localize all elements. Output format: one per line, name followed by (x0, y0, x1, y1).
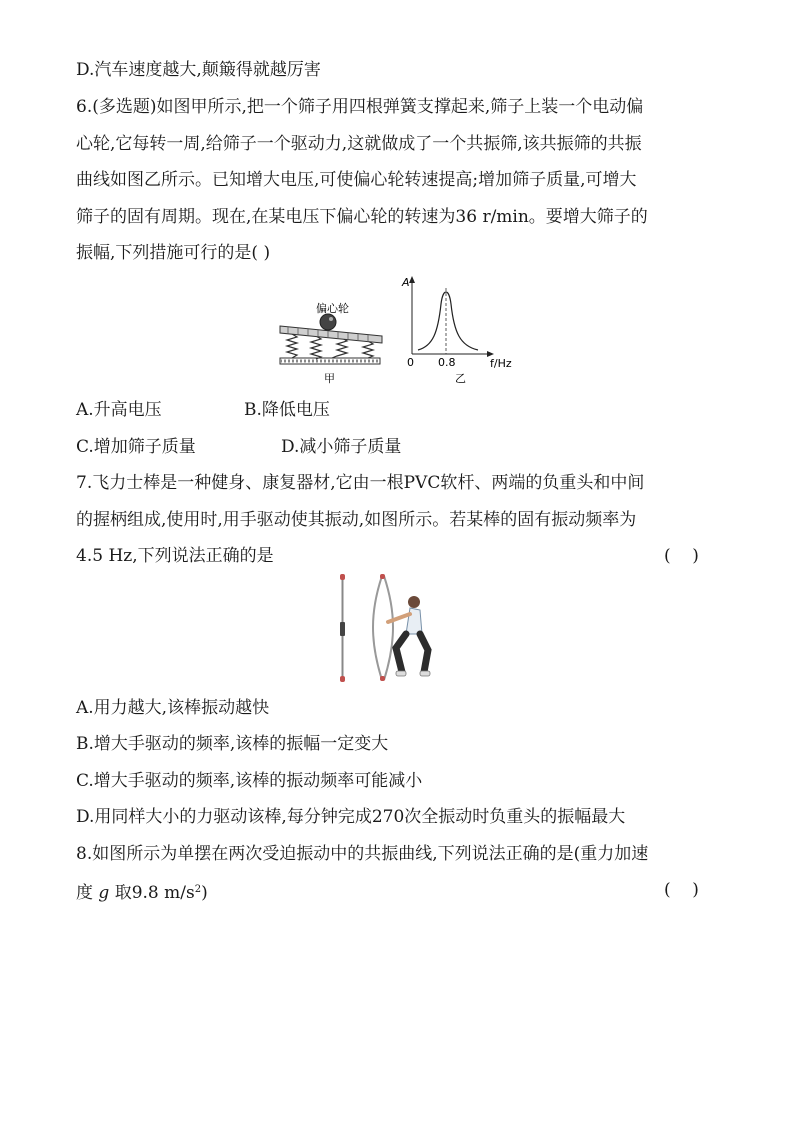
q7-figure (330, 572, 440, 684)
peak-tick-label: 0.8 (438, 356, 456, 369)
wheel-label: 偏心轮 (316, 302, 349, 315)
sieve-diagram (280, 301, 382, 385)
q8-answer-paren: ( ) (664, 880, 699, 900)
q8-text-close: ) (201, 883, 208, 903)
axis-x-label: f/Hz (490, 357, 512, 370)
axis-y-label: A (402, 276, 410, 289)
resonance-curve (401, 276, 512, 385)
q6-stem-line1: 6.(多选题)如图甲所示,把一个筛子用四根弹簧支撑起来,筛子上装一个电动偏 (76, 97, 644, 117)
q8-stem-line1: 8.如图所示为单摆在两次受迫振动中的共振曲线,下列说法正确的是(重力加速 (76, 844, 649, 864)
q7-option-d: D.用同样大小的力驱动该棒,每分钟完成270次全振动时负重头的振幅最大 (76, 807, 626, 827)
q6-option-c: C.增加筛子质量 (76, 437, 196, 457)
q8-text-du: 度 (76, 883, 93, 903)
q6-stem-line3: 曲线如图乙所示。已知增大电压,可使偏心轮转速提高;增加筛子质量,可增大 (76, 170, 637, 190)
q6-option-b: B.降低电压 (244, 400, 330, 420)
q6-stem-line2: 心轮,它每转一周,给筛子一个驱动力,这就做成了一个共振筛,该共振筛的共振 (76, 134, 642, 154)
q6-stem-line5: 振幅,下列措施可行的是( ) (76, 243, 271, 263)
axis-origin-label: 0 (407, 356, 414, 369)
exercising-person-icon (373, 574, 430, 681)
q6-option-a: A.升高电压 (76, 400, 162, 420)
q7-option-b: B.增大手驱动的频率,该棒的振幅一定变大 (76, 734, 389, 754)
q7-option-a: A.用力越大,该棒振动越快 (76, 698, 270, 718)
q8-symbol-g: g (98, 883, 110, 903)
q6-option-d: D.减小筛子质量 (281, 437, 402, 457)
figure-caption-yi: 乙 (455, 372, 466, 385)
q8-stem-line2 (76, 880, 208, 903)
q7-stem-line3: 4.5 Hz,下列说法正确的是 (76, 546, 274, 566)
q8-exponent: 2 (194, 884, 202, 895)
q7-stem-line2: 的握柄组成,使用时,用手驱动使其振动,如图所示。若某棒的固有振动频率为 (76, 510, 637, 530)
q7-option-c: C.增大手驱动的频率,该棒的振动频率可能减小 (76, 771, 423, 791)
flexi-bar-icon (340, 574, 345, 682)
q6-stem-line4: 筛子的固有周期。现在,在某电压下偏心轮的转速为36 r/min。要增大筛子的 (76, 207, 648, 227)
q7-answer-paren: ( ) (664, 546, 699, 566)
q6-figure (278, 272, 528, 387)
figure-caption-jia: 甲 (324, 372, 335, 385)
q7-stem-line1: 7.飞力士棒是一种健身、康复器材,它由一根PVC软杆、两端的负重头和中间 (76, 473, 645, 493)
eccentric-wheel-icon (320, 314, 336, 330)
q8-text-value: 取9.8 m/s (114, 883, 195, 903)
q5-option-d: D.汽车速度越大,颠簸得就越厉害 (76, 60, 321, 80)
